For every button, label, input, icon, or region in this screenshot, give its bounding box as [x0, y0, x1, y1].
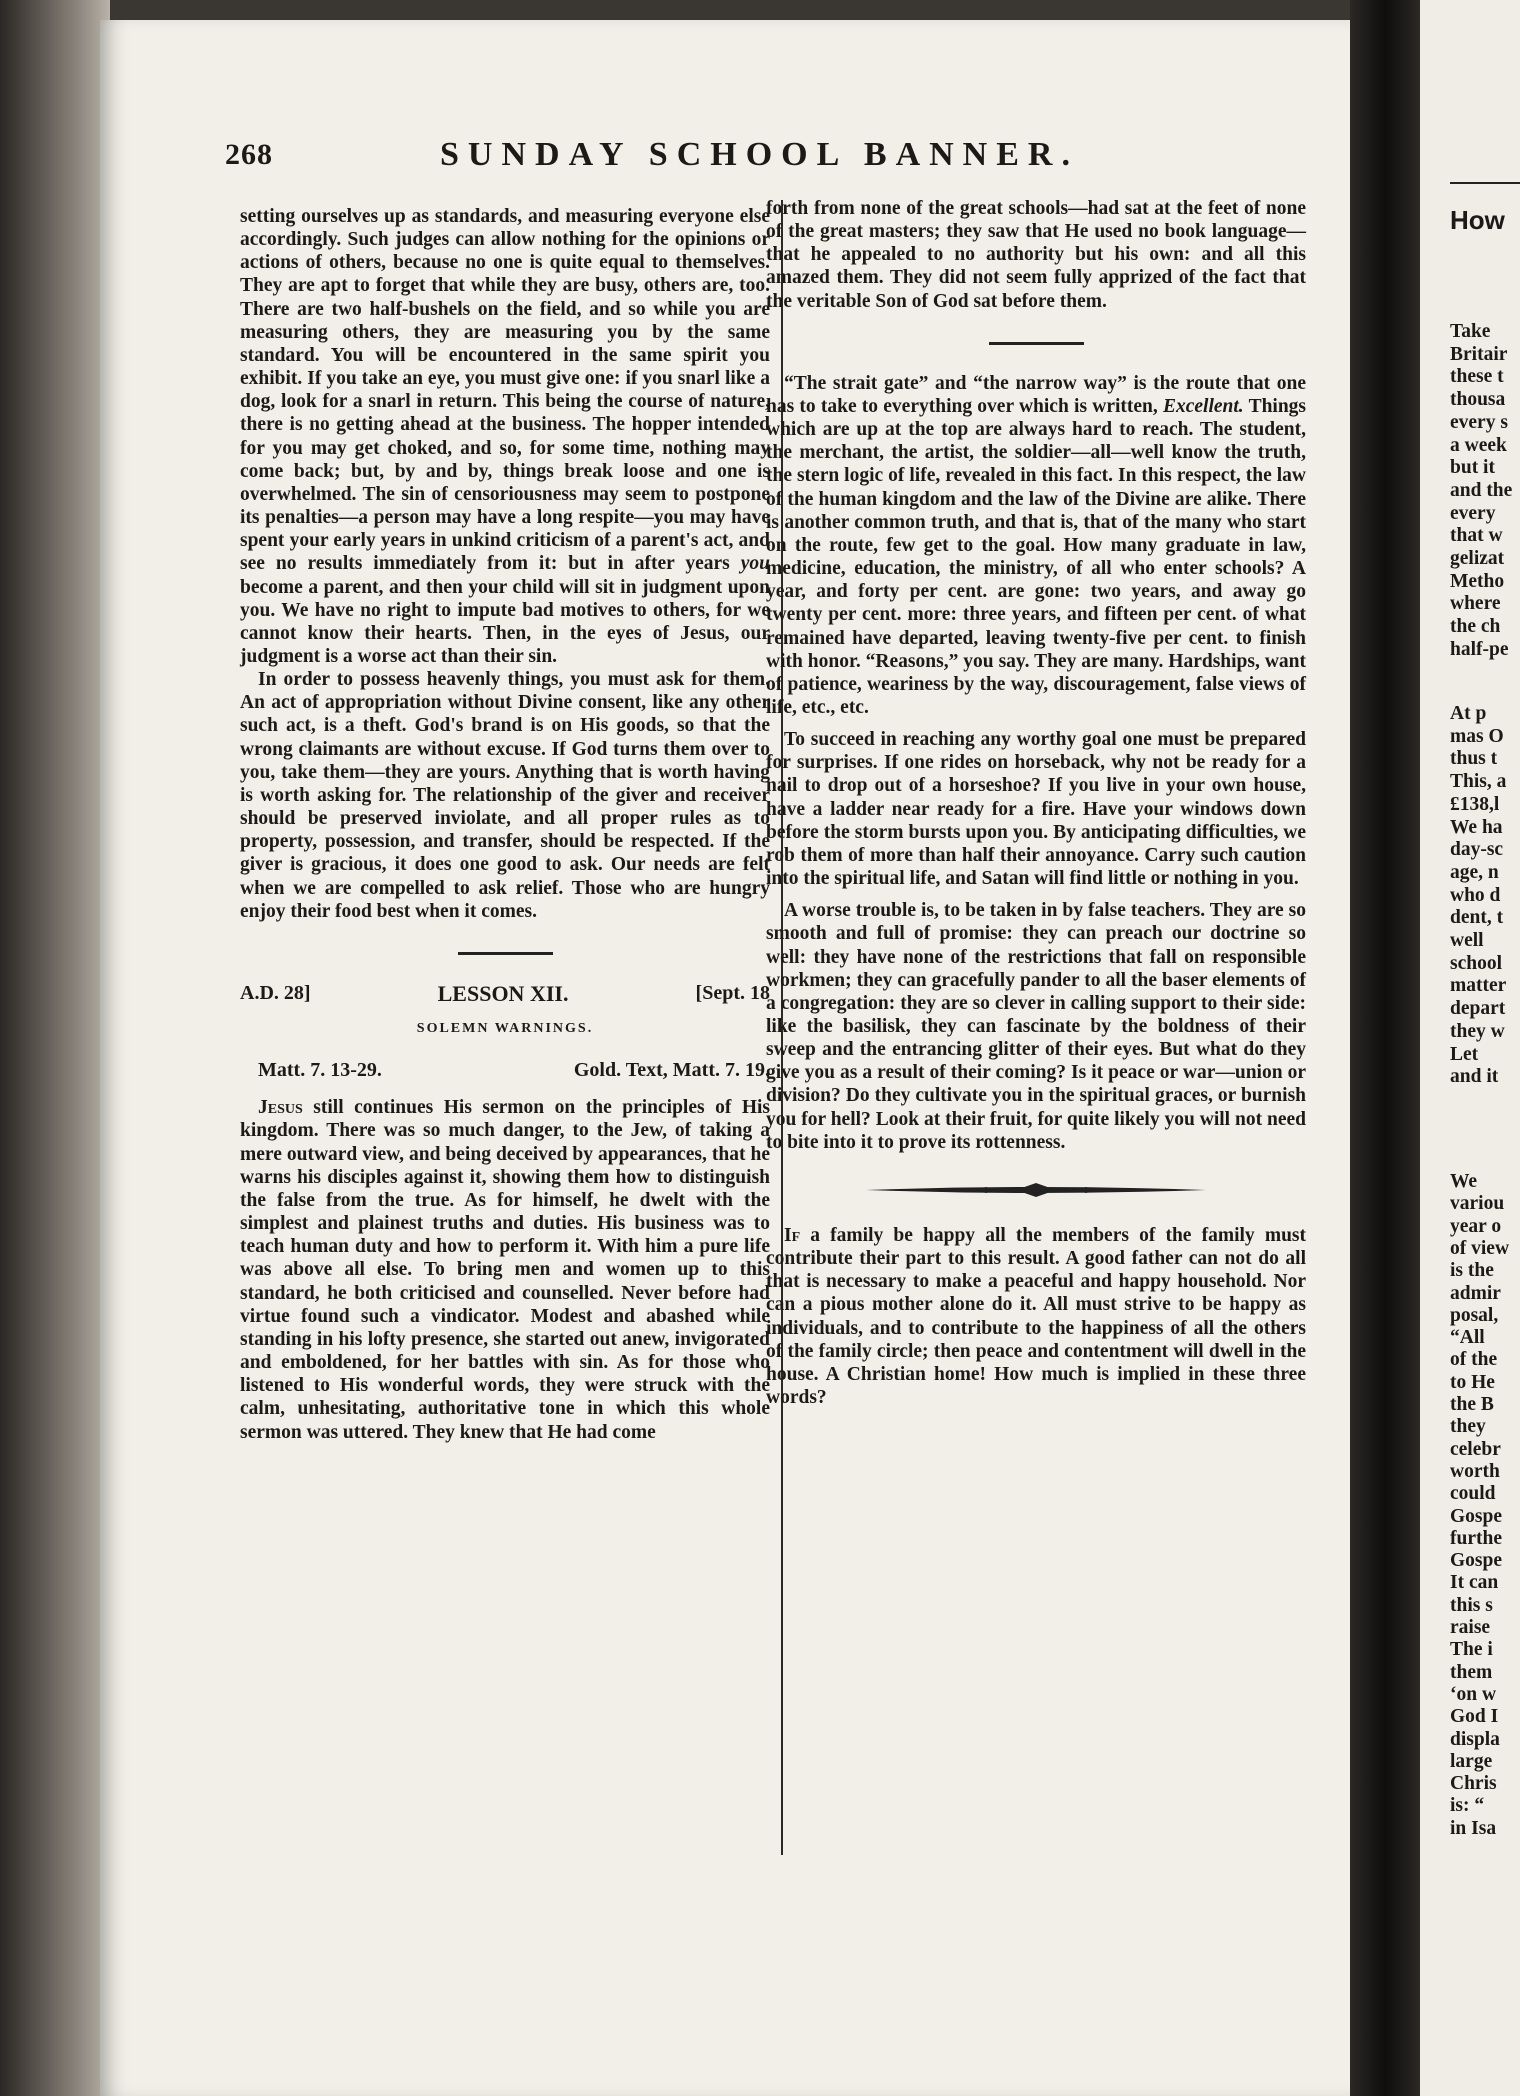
right-column: [766, 197, 1306, 1409]
facing-page-line: raise: [1450, 1617, 1491, 1638]
facing-page-line: they: [1450, 1416, 1486, 1438]
paragraph-text: setting ourselves up as standards, and measuring everyone else accordingly. Such judges can allow nothing for the opinions or actions of others, because no one is quite equal to themselves. They are apt to forget that while they are busy, others are, too. There are two half-bushels on the field, and so while you are measuring others, they are measuring you by the same standard. You will be encountered in the same spirit you exhibit. If you take an eye, you must give one: if you snarl like a dog, look for a snarl in return. This being the course of nature, there is no getting ahead at the business. The hopper intended for you may get choked, and so, for some time, nothing may come back; but, by and by, things break loose and one is overwhelmed. The sin of censoriousness may seem to postpone its penalties—a person may have a long respite—you may have spent your early years in unkind criticism of a parent's act, and see no results immediately from it: but in after years: [240, 206, 770, 575]
ornament-divider: [866, 1180, 1206, 1200]
lesson-date-right: [Sept. 18: [695, 981, 770, 1004]
facing-page-line: depart: [1450, 998, 1506, 1020]
scripture-reference: [258, 1059, 770, 1082]
facing-page-line: is the: [1450, 1260, 1494, 1282]
facing-page-line: who d: [1450, 884, 1501, 906]
facing-page-line: every: [1450, 502, 1496, 524]
facing-page-line: Let: [1450, 1043, 1479, 1065]
paragraph: In order to possess heavenly things, you must ask for them. An act of appropriation without Divine consent, like any other such act, is a theft. God's brand is on His goods, so that the wrong claimants are without excuse. If God turns them over to you, take them—they are yours. Anything that is worth having is worth asking for. The relationship of the giver and receiver should be preserved inviolate, and all proper rules as to property, possession, and transfer, should be respected. If the giver is gracious, it does one good to ask. Our needs are felt when we are compelled to ask relief. Those who are hungry enjoy their food best when it comes.: [240, 669, 770, 922]
emphasis-excellent: Excellent.: [1162, 395, 1244, 417]
facing-page-line: furthe: [1450, 1527, 1502, 1549]
section-rule: [989, 342, 1084, 345]
paragraph-text: a family be happy all the members of the family must contribute their part to this result. A good father can not do all that is necessary to make a peaceful and happy household. Nor can a pious mother alone do it. All must strive to be happy as individuals, and to contribute to the happiness of all the others of the family circle; then peace and contentment will dwell in the house. A Christian home! How much is implied in these three words?: [766, 1224, 1306, 1409]
paragraph: [240, 1096, 770, 1443]
facing-page-line: displa: [1450, 1728, 1500, 1750]
paragraph-text: become a parent, and then your child will sit in judgment upon you. We have no right to impute bad motives to others, for we cannot know their hearts. Then, in the eyes of Jesus, our judgment is a worse act than their sin.: [240, 576, 770, 667]
facing-page: [1420, 0, 1520, 2096]
facing-page-line: celebr: [1450, 1438, 1501, 1460]
running-title: SUNDAY SCHOOL BANNER.: [440, 136, 1079, 173]
paragraph-text: still continues His sermon on the principles of His kingdom. There was so much danger, to the Jew, of taking a mere outward view, and being deceived by appearances, that he warns his disciples against it, showing them how to distinguish the false from the true. As for himself, he dwelt with the simplest and plainest truths and duties. His business was to teach human duty and how to perform it. With him a pure life was above all else. To bring men and women up to this standard, he both criticised and counselled. Never before had virtue found such a vindicator. Modest and abashed while standing in his lofty presence, she started out anew, invigorated and emboldened, for her battles with sin. As for those who listened to His wonderful words, they were struck with the calm, unhesitating, authoritative tone in which this whole sermon was uttered. They knew that He had come: [240, 1097, 771, 1443]
facing-page-heading: How: [1450, 205, 1505, 235]
book-binding: [1350, 0, 1420, 2096]
paragraph: [766, 372, 1306, 719]
facing-page-line: they w: [1450, 1020, 1505, 1042]
facing-page-line: well: [1450, 930, 1484, 951]
lesson-subtitle: SOLEMN WARNINGS.: [416, 1021, 594, 1036]
paragraph: forth from none of the great schools—had sat at the feet of none of the great masters; they saw that He used no book language—that he appealed to no authority but his own: and all this amazed them. They did not seem fully apprized of the fact that the veritable Son of God sat before them.: [766, 198, 1306, 312]
facing-page-line: admir: [1450, 1282, 1501, 1304]
paragraph: To succeed in reaching any worthy goal one must be prepared for surprises. If one rides on horseback, why not be ready for a nail to drop out of a horseshoe? If you live in your own house, have a ladder near ready for a fire. Have your windows down before the storm bursts upon you. By anticipating difficulties, we rob them of more than half their annoyance. Carry such caution into the spiritual life, and Satan will find little or nothing in you.: [766, 729, 1306, 890]
facing-page-line: and the: [1450, 479, 1513, 501]
facing-page-line: variou: [1450, 1193, 1505, 1215]
facing-page-line: Gospe: [1450, 1550, 1503, 1572]
facing-page-line: mas O: [1450, 725, 1504, 747]
facing-page-line: large: [1450, 1750, 1493, 1772]
facing-page-line: to He: [1450, 1371, 1495, 1393]
facing-page-line: £138,l: [1450, 793, 1500, 815]
page-number: 268: [225, 138, 273, 171]
facing-page-line: It can: [1450, 1572, 1499, 1594]
page-header: [225, 138, 1325, 188]
lead-word: If: [784, 1224, 801, 1246]
facing-page-line: and it: [1450, 1066, 1499, 1088]
facing-page-line: thus t: [1450, 748, 1498, 770]
gold-text: Gold. Text, Matt. 7. 19.: [573, 1059, 770, 1082]
facing-page-line: We ha: [1450, 816, 1503, 838]
facing-page-line: the B: [1450, 1394, 1494, 1415]
facing-page-line: ‘on w: [1450, 1683, 1497, 1705]
facing-page-line: We: [1450, 1171, 1478, 1192]
lead-word: Jesus: [258, 1097, 303, 1119]
paragraph: [240, 205, 770, 668]
left-column: [240, 205, 770, 1444]
facing-page-line: day-sc: [1450, 839, 1504, 861]
facing-page-line: of view: [1450, 1237, 1510, 1259]
facing-page-line: these t: [1450, 366, 1504, 388]
facing-page-rule: [1450, 182, 1520, 184]
emphasis-you: you: [740, 553, 771, 575]
facing-page-line: Gospe: [1450, 1505, 1503, 1527]
paragraph: [766, 1224, 1306, 1409]
book-edge-left: [0, 0, 110, 2096]
facing-page-line: school: [1450, 952, 1503, 974]
facing-page-line: Metho: [1450, 570, 1505, 592]
facing-page-line: half-pe: [1450, 638, 1509, 660]
paragraph-text: “The strait gate” and “the narrow way” is the route that one has to take to everything over which is written,: [766, 372, 1306, 417]
section-rule: [458, 952, 553, 955]
facing-page-line: them: [1450, 1661, 1493, 1683]
facing-page-line: year o: [1450, 1215, 1502, 1237]
facing-page-line: dent, t: [1450, 907, 1504, 929]
facing-page-line: Take: [1450, 321, 1491, 342]
paragraph: A worse trouble is, to be taken in by false teachers. They are so smooth and full of promise: they can preach our doctrine so well: they have none of the restrictions that fall on responsible workmen; they can gracefully pander to all the baser elements of a congregation: they are so clever in calling support to their side: like the basilisk, they can fascinate by the boldness of their sweep and the entrancing glitter of their eyes. But what do they give you as a result of their coming? Is it peace or war—union or division? Do they cultivate you in the spiritual graces, or burnish you for hell? Look at their fruit, for quite likely you will not need to bite into it to prove its rottenness.: [766, 900, 1306, 1153]
lesson-title: LESSON XII.: [437, 980, 569, 1006]
facing-page-line: The i: [1450, 1639, 1493, 1661]
facing-page-line: is: “: [1450, 1795, 1485, 1817]
facing-page-line: where: [1450, 593, 1501, 615]
lesson-heading: [240, 982, 770, 1005]
facing-page-line: “All: [1450, 1327, 1485, 1349]
facing-page-line: that w: [1450, 525, 1503, 547]
facing-page-line: gelizat: [1450, 548, 1505, 569]
facing-page-line: This, a: [1450, 771, 1507, 793]
facing-page-line: Chris: [1450, 1773, 1497, 1795]
facing-page-line: of the: [1450, 1349, 1498, 1371]
facing-page-line: worth: [1450, 1460, 1500, 1482]
matt-ref: Matt. 7. 13-29.: [258, 1059, 382, 1082]
facing-page-line: every s: [1450, 411, 1508, 433]
facing-page-line: thousa: [1450, 389, 1506, 411]
facing-page-line: At p: [1450, 703, 1487, 724]
facing-page-line: in Isa: [1450, 1817, 1497, 1839]
lesson-date-left: A.D. 28]: [240, 981, 311, 1004]
facing-page-line: this s: [1450, 1594, 1493, 1616]
facing-page-line: age, n: [1450, 861, 1499, 883]
facing-page-line: posal,: [1450, 1304, 1499, 1326]
facing-page-line: could: [1450, 1483, 1496, 1505]
facing-page-line: matter: [1450, 975, 1507, 997]
facing-page-line: God I: [1450, 1706, 1499, 1728]
facing-page-line: a week: [1450, 434, 1507, 456]
paragraph-text: Things which are up at the top are always hard to reach. The student, the merchant, the artist, the soldier—all—well know the truth, the stern logic of life, revealed in this fact. In this respect, the law of the human kingdom and the law of the Divine are alike. There is another common truth, and that is, that of the many who start on the route, few get to the goal. How many graduate in law, medicine, education, the ministry, of all who enter schools? A year, and forty per cent. are gone: two years, and away go twenty per cent. more: three years, and fifteen per cent. of what remained have departed, leaving twenty-five per cent. to finish with honor. “Reasons,” you say. They are many. Hardships, want of patience, weariness by the way, discouragement, false views of life, etc., etc.: [766, 395, 1307, 718]
facing-page-line: the ch: [1450, 616, 1501, 638]
facing-page-line: but it: [1450, 457, 1495, 479]
facing-page-line: Britair: [1450, 343, 1508, 365]
